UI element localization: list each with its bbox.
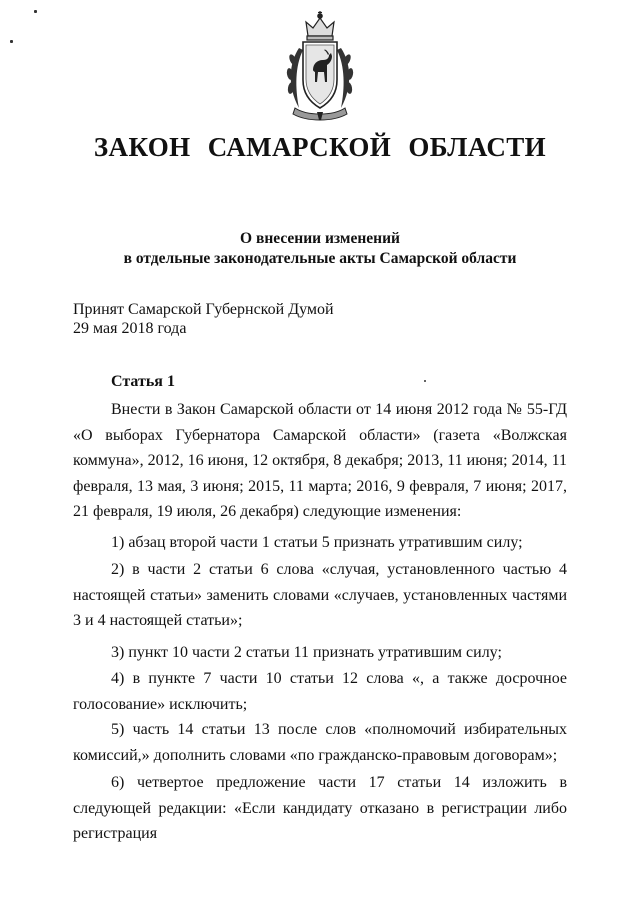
adoption-info	[73, 300, 334, 338]
article-paragraph: Внести в Закон Самарской области от 14 июня 2012 года № 55-ГД «О выборах Губернатора Самарской области» (газета «Волжская коммуна», 2012, 16 июня, 12 октября, 8 декабря; 2013, 11 июня; 2014, 11 февраля, 13 мая, 3 июня; 2015, 11 марта; 2016, 9 февраля, 7 июня; 2017, 21 февраля, 19 июля, 26 декабря) следующие изменения:	[73, 401, 567, 520]
article-paragraph: 5) часть 14 статьи 13 после слов «полномочий избирательных комиссий,» дополнить словами «по гражданско-правовым договорам»;	[73, 721, 567, 764]
article-paragraph: 1) абзац второй части 1 статьи 5 признать утратившим силу;	[111, 534, 523, 551]
subtitle-line-1: О внесении изменений	[240, 230, 400, 247]
law-subtitle	[0, 229, 640, 269]
article-title: Статья 1	[111, 373, 175, 390]
adoption-date: 29 мая 2018 года	[73, 320, 187, 337]
scan-speck	[34, 10, 37, 13]
article-paragraph: 3) пункт 10 части 2 статьи 11 признать утратившим силу;	[111, 644, 502, 661]
law-title: ЗАКОН САМАРСКОЙ ОБЛАСТИ	[93, 132, 547, 162]
article-paragraph: 4) в пункте 7 части 10 статьи 12 слова «, а также досрочное голосование» исключить;	[73, 670, 567, 713]
article-paragraph: 6) четвертое предложение части 17 статьи 14 изложить в следующей редакции: «Если кандидату отказано в регистрации либо регистрация	[73, 774, 567, 842]
coat-of-arms-emblem	[277, 8, 363, 126]
adoption-body: Принят Самарской Губернской Думой	[73, 301, 334, 318]
article-paragraph: 2) в части 2 статьи 6 слова «случая, установленного частью 4 настоящей статьи» заменить словами «случаев, установленных частями 3 и 4 настоящей статьи»;	[73, 561, 567, 629]
scan-speck	[10, 40, 13, 43]
scan-speck	[424, 380, 426, 382]
subtitle-line-2: в отдельные законодательные акты Самарской области	[123, 250, 517, 267]
